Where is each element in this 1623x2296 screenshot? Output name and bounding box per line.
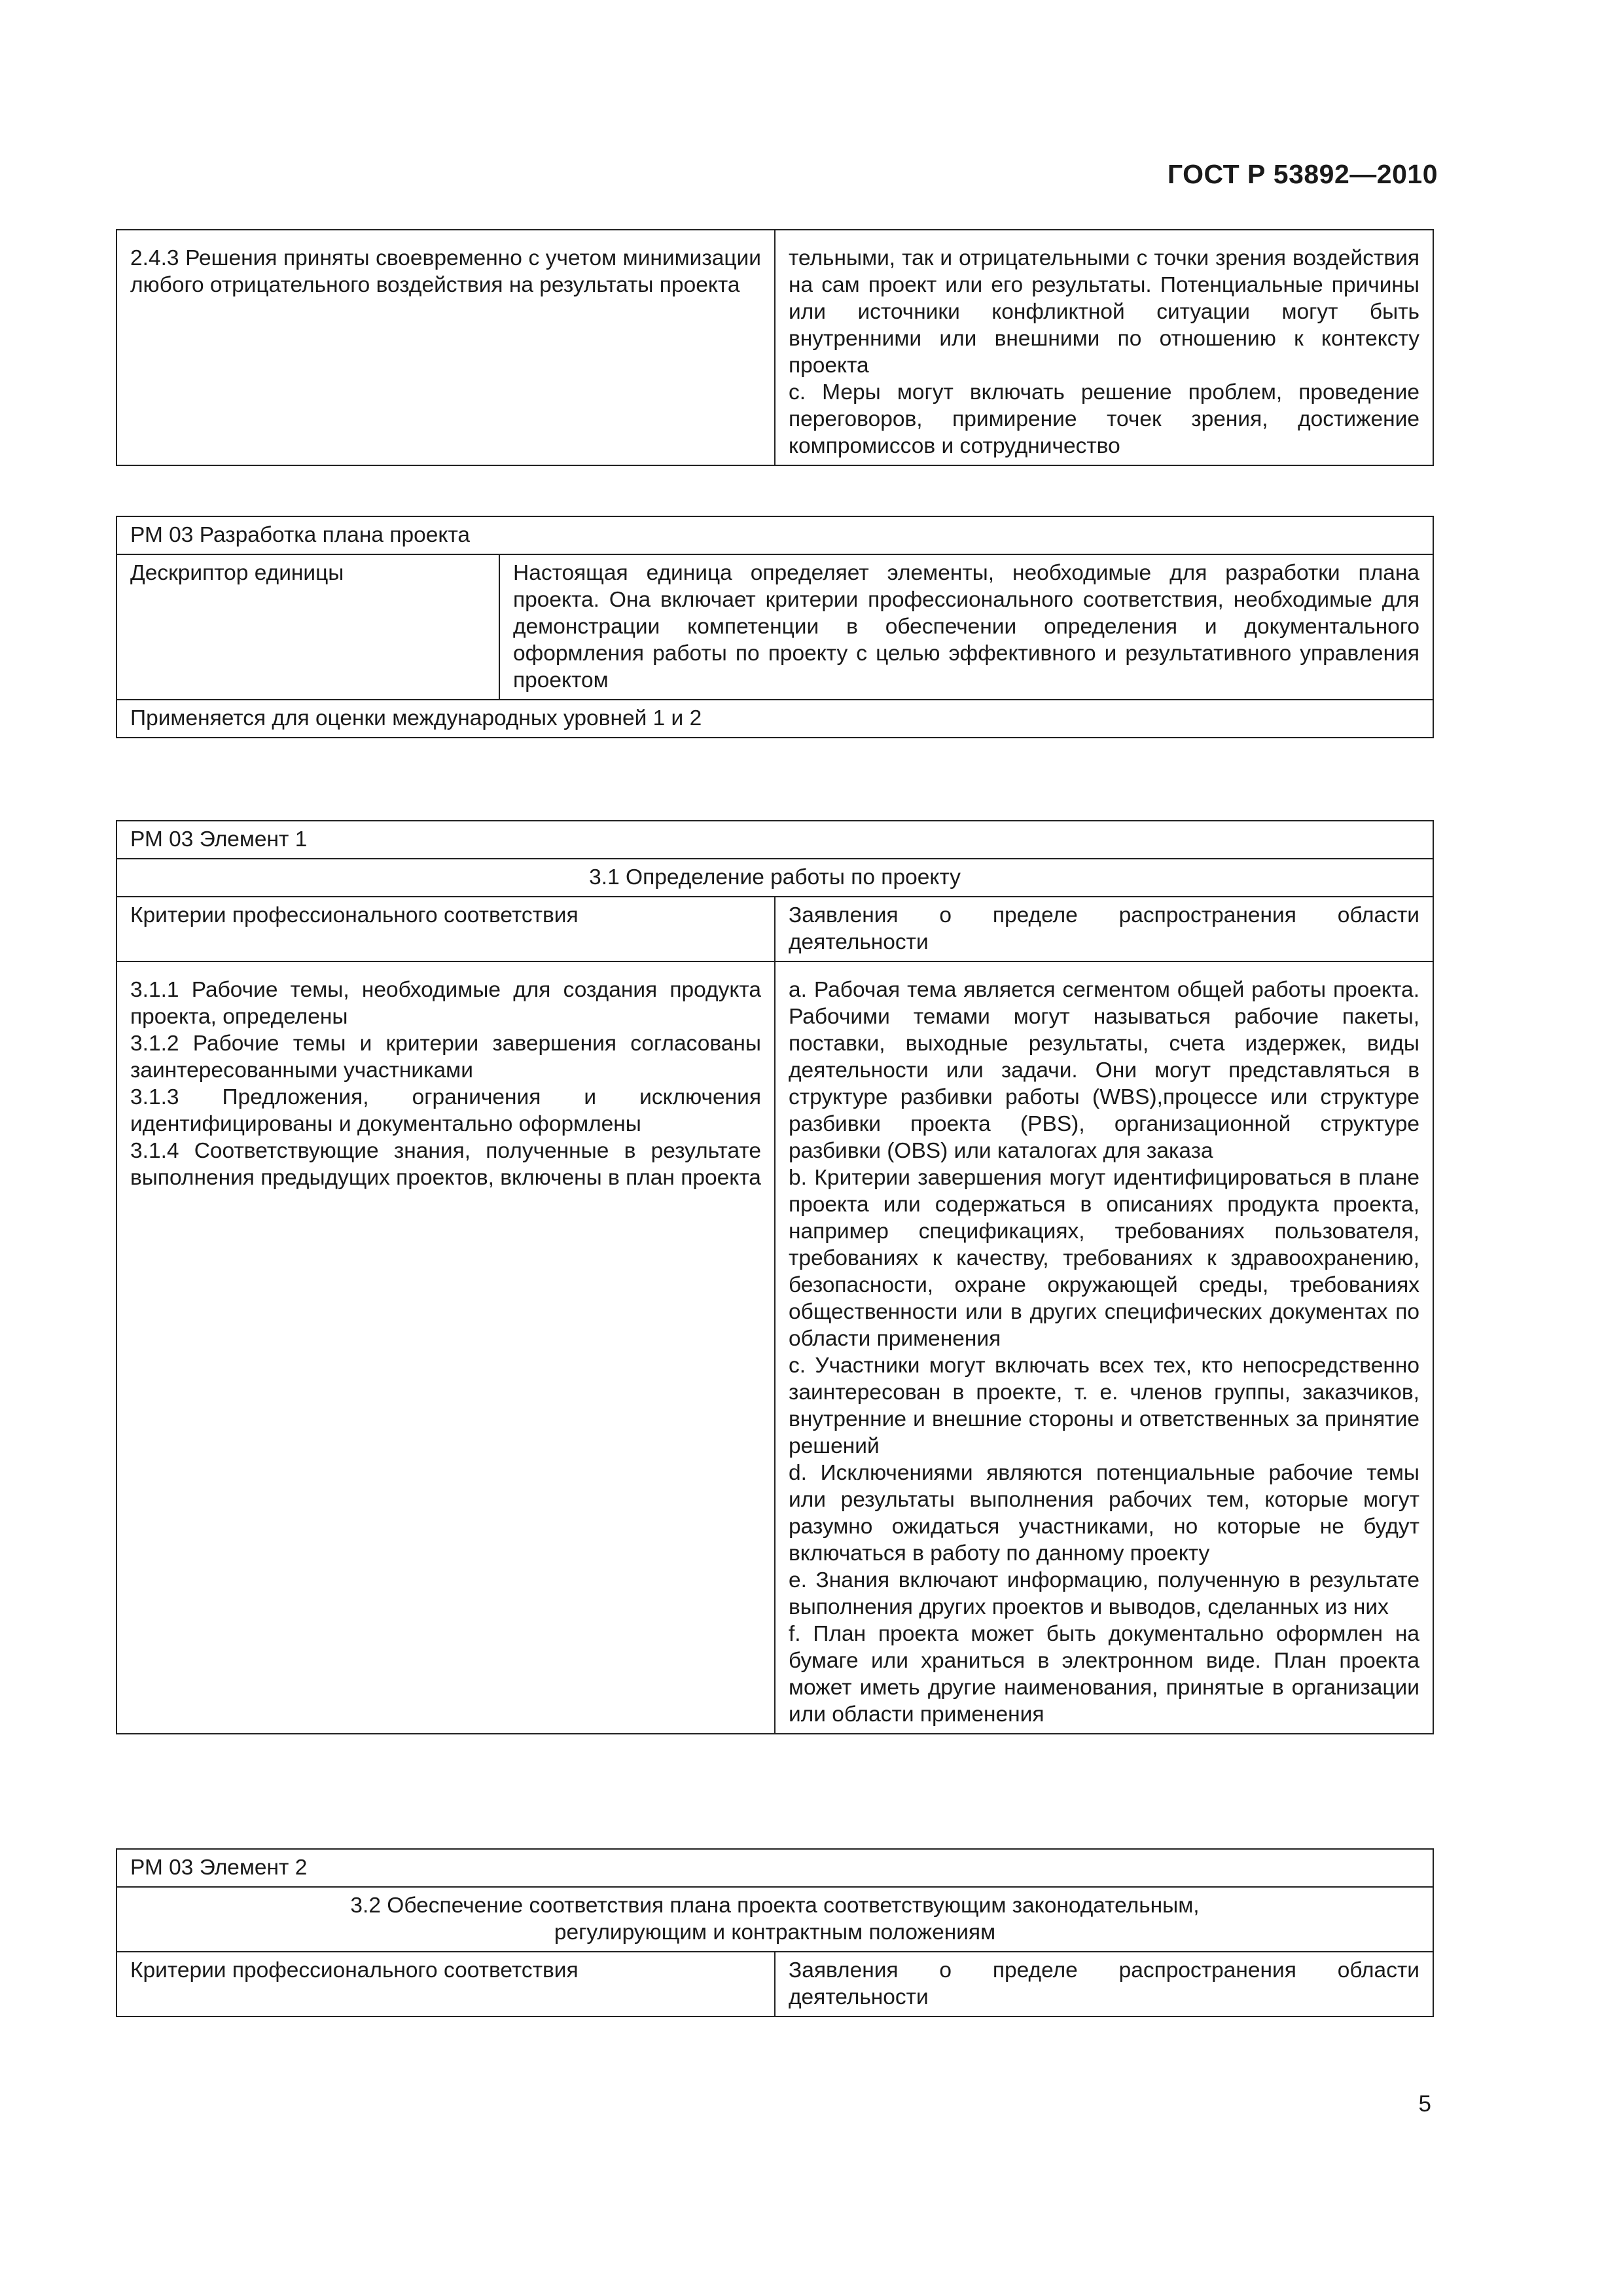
table-row xyxy=(116,821,1433,859)
criterion-3-1-3: 3.1.3 Предложения, ограничения и исключения идентифицированы и документально оформлены xyxy=(130,1085,761,1136)
column-header-statements: Заявления о пределе распространения области деятельности xyxy=(775,897,1433,961)
table-row xyxy=(116,1849,1433,1887)
statement-c: c. Меры могут включать решение проблем, проведение переговоров, примирение точек зрения, достижение компромиссов и сотрудничество xyxy=(789,380,1419,458)
unit-table xyxy=(116,516,1434,738)
table-row xyxy=(116,961,1433,1734)
descriptor-label: Дескриптор единицы xyxy=(116,554,499,700)
table-row xyxy=(116,554,1433,700)
page-number: 5 xyxy=(1418,2091,1431,2117)
element-subtitle-line-1: 3.2 Обеспечение соответствия плана проекта соответствующим законодательным, xyxy=(350,1893,1200,1918)
element-title: РМ 03 Элемент 2 xyxy=(116,1849,1433,1887)
column-header-statements: Заявления о пределе распространения области деятельности xyxy=(775,1952,1433,2017)
criterion-3-1-4: 3.1.4 Соответствующие знания, полученные в результате выполнения предыдущих проектов, включены в план проекта xyxy=(130,1139,761,1190)
table-row xyxy=(116,1952,1433,2017)
table-row xyxy=(116,700,1433,738)
element-subtitle: 3.1 Определение работы по проекту xyxy=(116,859,1433,897)
element-title: РМ 03 Элемент 1 xyxy=(116,821,1433,859)
statement-f: f. План проекта может быть документально оформлен на бумаге или храниться в электронном виде. План проекта может иметь другие наименования, принятые в организации или области применения xyxy=(789,1622,1419,1727)
statement-cell xyxy=(775,230,1433,465)
criteria-cell xyxy=(116,961,775,1734)
table-row xyxy=(116,859,1433,897)
statement-e: e. Знания включают информацию, полученную в результате выполнения других проектов и выводов, сделанных из них xyxy=(789,1568,1419,1619)
statement-cell xyxy=(775,961,1433,1734)
element-subtitle xyxy=(116,1887,1433,1952)
statement-a: a. Рабочая тема является сегментом общей работы проекта. Рабочими темами могут называться рабочие пакеты, поставки, выходные результаты, счета издержек, виды деятельности или задачи. Они могут представляться в структуре разбивки работы (WBS),процессе или структуре разбивки проекта (PBS), организационной структуре разбивки (OBS) или каталогах для заказа xyxy=(789,978,1419,1163)
statement-continued: тельными, так и отрицательными с точки зрения воздействия на сам проект или его результаты. Потенциальные причины или источники конфликтной ситуации могут быть внутренними или внешними по отношению к контексту проекта xyxy=(789,246,1419,378)
document-header: ГОСТ Р 53892—2010 xyxy=(1167,159,1438,189)
table-row xyxy=(116,897,1433,961)
unit-title: РМ 03 Разработка плана проекта xyxy=(116,516,1433,554)
continuation-table xyxy=(116,229,1434,466)
criteria-cell xyxy=(116,230,775,465)
table-row xyxy=(116,230,1433,465)
element-2-table xyxy=(116,1848,1434,2017)
statement-b: b. Критерии завершения могут идентифицироваться в плане проекта или содержаться в описаниях продукта проекта, например спецификациях, требованиях пользователя, требованиях к качеству, требованиях к здравоохранению, безопасности, охране окружающей среды, требованиях общественности или в других специфических документах по области применения xyxy=(789,1166,1419,1351)
statement-d: d. Исключениями являются потенциальные рабочие темы или результаты выполнения рабочих тем, которые могут разумно ожидаться участниками, но которые не будут включаться в работу по данному проекту xyxy=(789,1461,1419,1566)
table-row xyxy=(116,516,1433,554)
applies-text: Применяется для оценки международных уровней 1 и 2 xyxy=(116,700,1433,738)
table-row xyxy=(116,1887,1433,1952)
descriptor-text: Настоящая единица определяет элементы, необходимые для разработки плана проекта. Она включает критерии профессионального соответствия, необходимые для демонстрации компетенции в обеспечении определения и документального оформления работы по проекту с целью эффективного и результативного управления проектом xyxy=(499,554,1433,700)
element-1-table xyxy=(116,820,1434,1734)
statement-c: c. Участники могут включать всех тех, кто непосредственно заинтересован в проекте, т. е. членов группы, заказчиков, внутренние и внешние стороны и ответственных за принятие решений xyxy=(789,1354,1419,1458)
criterion-3-1-1: 3.1.1 Рабочие темы, необходимые для создания продукта проекта, определены xyxy=(130,978,761,1029)
column-header-criteria: Критерии профессионального соответствия xyxy=(116,897,775,961)
column-header-criteria: Критерии профессионального соответствия xyxy=(116,1952,775,2017)
criterion-3-1-2: 3.1.2 Рабочие темы и критерии завершения согласованы заинтересованными участниками xyxy=(130,1031,761,1083)
criterion-2-4-3: 2.4.3 Решения приняты своевременно с учетом минимизации любого отрицательного воздействия на результаты проекта xyxy=(130,246,761,297)
element-subtitle-line-2: регулирующим и контрактным положениям xyxy=(554,1920,996,1945)
